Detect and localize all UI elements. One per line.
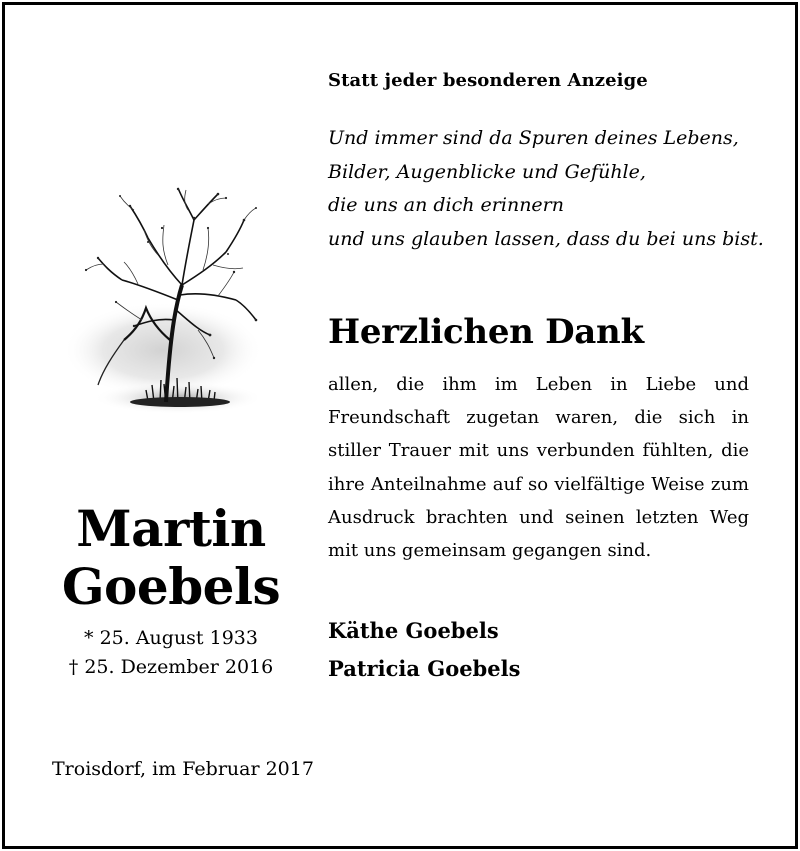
death-date: † 25. Dezember 2016 [68,656,274,678]
first-name: Martin [76,499,266,558]
last-name: Goebels [61,557,281,616]
poem-line: Bilder, Augenblicke und Gefühle, [328,160,646,183]
poem [328,122,768,256]
birth-date: * 25. August 1933 [84,627,258,649]
deceased-name [40,500,302,616]
signer-name: Käthe Goebels [328,618,499,643]
tree-illustration-icon [58,180,273,430]
signers [328,612,520,688]
poem-line: die uns an dich erinnern [328,194,564,216]
life-dates [40,624,302,682]
poem-line: und uns glauben lassen, dass du bei uns bist. [328,227,764,250]
notice-header: Statt jeder besonderen Anzeige [328,70,648,91]
thanks-text: allen, die ihm im Leben in Liebe und Freundschaft zugetan waren, die sich in stiller Trauer mit uns verbunden fühlten, die ihre Anteilnahme auf so vielfältige Weise zum Ausdruck brachten und seinen letzten Weg mit uns gemeinsam gegangen sind. [328,374,749,562]
place-date: Troisdorf, im Februar 2017 [52,758,314,780]
poem-line: Und immer sind da Spuren deines Lebens, [328,127,739,149]
signer-name: Patricia Goebels [328,656,521,681]
thanks-title: Herzlichen Dank [328,312,644,352]
